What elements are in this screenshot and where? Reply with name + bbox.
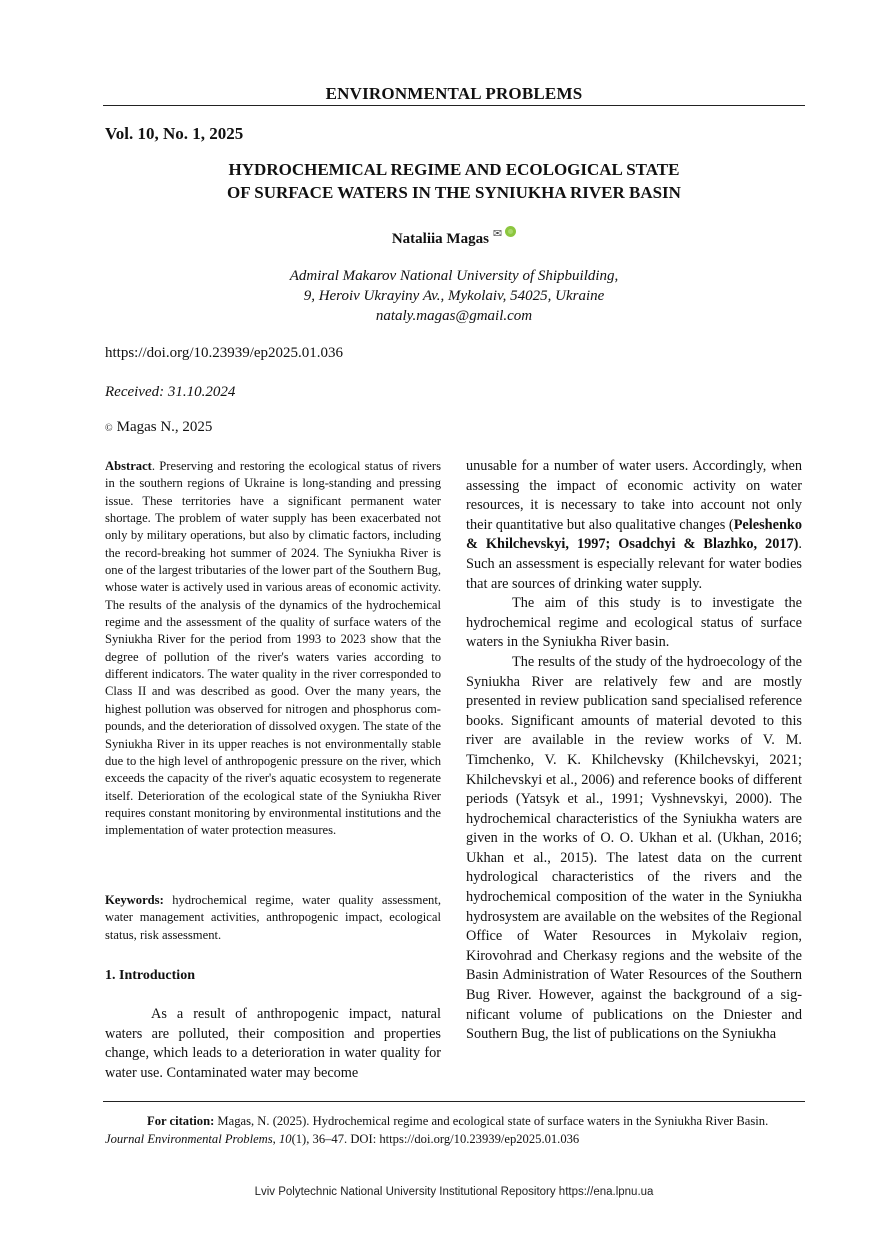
author-email[interactable]: nataly.magas@gmail.com	[375, 308, 533, 324]
keywords	[105, 892, 441, 944]
footer-rule	[103, 1101, 805, 1102]
journal-volume: 10	[278, 1132, 292, 1146]
mail-icon[interactable]: ✉	[492, 228, 503, 240]
volume-info: Vol. 10, No. 1, 2025	[105, 124, 244, 143]
orcid-icon[interactable]	[505, 226, 516, 237]
keywords-text: hydrochemical regime, water quality assessment, water management activities, anthropogenic impact, ecological status, risk assessment.	[105, 893, 441, 942]
doi-link[interactable]: https://doi.org/10.23939/ep2025.01.036	[105, 345, 344, 361]
intro-paragraph-3: The results of the study of the hydroecology of the Syniukha River are relatively few and are mostly presented in review publication sand specialised reference books. Significant amounts of material devoted to this river are available in the review works of V. M. Timchenko, V. K. Khilchevsky (Khilchevskyi, 2021; Khilchevskyi et al., 2006) and reference books of different periods (Yatsyk et al., 1991; Vyshnevskyi, 2000). The hydrochemical characteristics of the Syniukha waters are given in the works of O. O. Ukhan et al. (Ukhan, 2016; Ukhan et al., 2015). The latest data on the current hydrological characteristics of the rivers and the hydrochemical composition of the water in the Syniukha hydrosystem are available on the websites of the Regional Office of Water Resources in Mykolaiv region, Kirovohrad and Cherkasy regions and the website of the Basin Administration of Water Resources of the Southern Bug River. However, against the background of a significant volume of publications on the Dniester and Southern Bug, the list of publications on the Syniukha	[466, 653, 802, 1043]
copyright-text: Magas N., 2025	[116, 419, 213, 435]
copyright	[105, 419, 212, 436]
issue-pages-doi[interactable]: (1), 36–47. DOI: https://doi.org/10.23939/ep2025.01.036	[291, 1132, 580, 1146]
journal-name: Journal Environmental Problems	[105, 1132, 273, 1146]
intro-p1-text-after: . Such an assessment is especially relevant for water bodies that are sources of drinking water supply.	[466, 536, 802, 592]
intro-paragraph-1-cont	[466, 457, 802, 594]
title-line-1: HYDROCHEMICAL REGIME AND ECOLOGICAL STATE	[228, 160, 680, 179]
abstract	[105, 458, 441, 840]
introduction-column-right	[466, 457, 802, 1045]
author-row	[103, 226, 805, 248]
title-line-2: OF SURFACE WATERS IN THE SYNIUKHA RIVER BASIN	[227, 183, 681, 202]
citation-label: For citation:	[147, 1114, 215, 1128]
affiliation-line-1: Admiral Makarov National University of Shipbuilding,	[289, 268, 619, 284]
citation-text: Magas, N. (2025). Hydrochemical regime and ecological state of surface waters in the Syniukha River Basin.	[214, 1114, 769, 1128]
section-heading-introduction: 1. Introduction	[105, 968, 195, 983]
introduction-column-left	[105, 1005, 441, 1083]
received-date: Received: 31.10.2024	[105, 384, 236, 400]
citation-footer	[105, 1112, 807, 1148]
author-name: Nataliia Magas	[391, 231, 489, 247]
affiliation	[103, 266, 805, 326]
citation-link[interactable]: Peleshenko & Khilchevskyi, 1997; Osadchyi & Blazhko, 2017)	[466, 516, 802, 553]
intro-paragraph-2: The aim of this study is to investigate the hydrochemical regime and ecological status of surface waters in the Syniukha River basin.	[466, 595, 802, 651]
copyright-icon: ©	[105, 423, 113, 434]
article-title	[103, 158, 805, 204]
affiliation-line-2: 9, Heroiv Ukrayiny Av., Mykolaiv, 54025, Ukraine	[303, 288, 605, 304]
intro-paragraph-1: As a result of anthropogenic impact, natural waters are polluted, their composition and properties change, which leads to a deterioration in water quality for water use. Contaminated water may become	[105, 1006, 441, 1081]
repository-footer[interactable]: Lviv Polytechnic National University Institutional Repository https://ena.lpnu.ua	[254, 1186, 654, 1198]
header-rule	[103, 105, 805, 106]
journal-sep: ,	[272, 1132, 279, 1146]
abstract-text: . Preserving and restoring the ecological status of rivers in the southern regions of Ukraine is long-standing and pressing issue. These territories have a significant permanent water shortage. The problem of water supply has been exacerbated not only by military operations, but also by climatic factors, including the record-breaking hot summer of 2024. The Syniukha River is one of the largest tributaries of the lower part of the Southern Bug, whose water is actively used in various areas of economic activity. The results of the analysis of the dynamics of the hydrochemical regime and the assessment of the quality of surface waters of the Syniukha River for the period from 1993 to 2023 show that the degree of pollution of the river's waters varies according to different indicators. The water quality in the river corresponded to Class II and was described as good. Over the many years, the highest pollution was observed for nitrogen and phosphorus compounds, and the deterioration of dissolved oxygen. The state of the Syniukha River in its upper reaches is not environmentally stable due to the high level of anthropogenic pressure on the river, which exceeds the capacity of the river's aquatic ecosystem to regenerate itself. Deterioration of the ecological state of the Syniukha River requires constant monitoring by environmental institutions and the implementation of water protection measures.	[105, 459, 441, 838]
intro-p1-text: unusable for a number of water users. Accordingly, when assessing the impact of economic activity on water resources, it is necessary to take into account not only their quantitative but also qualitative changes (	[466, 458, 802, 533]
keywords-label: Keywords:	[105, 893, 164, 907]
abstract-label: Abstract	[105, 459, 152, 473]
journal-header: ENVIRONMENTAL PROBLEMS	[325, 84, 583, 103]
